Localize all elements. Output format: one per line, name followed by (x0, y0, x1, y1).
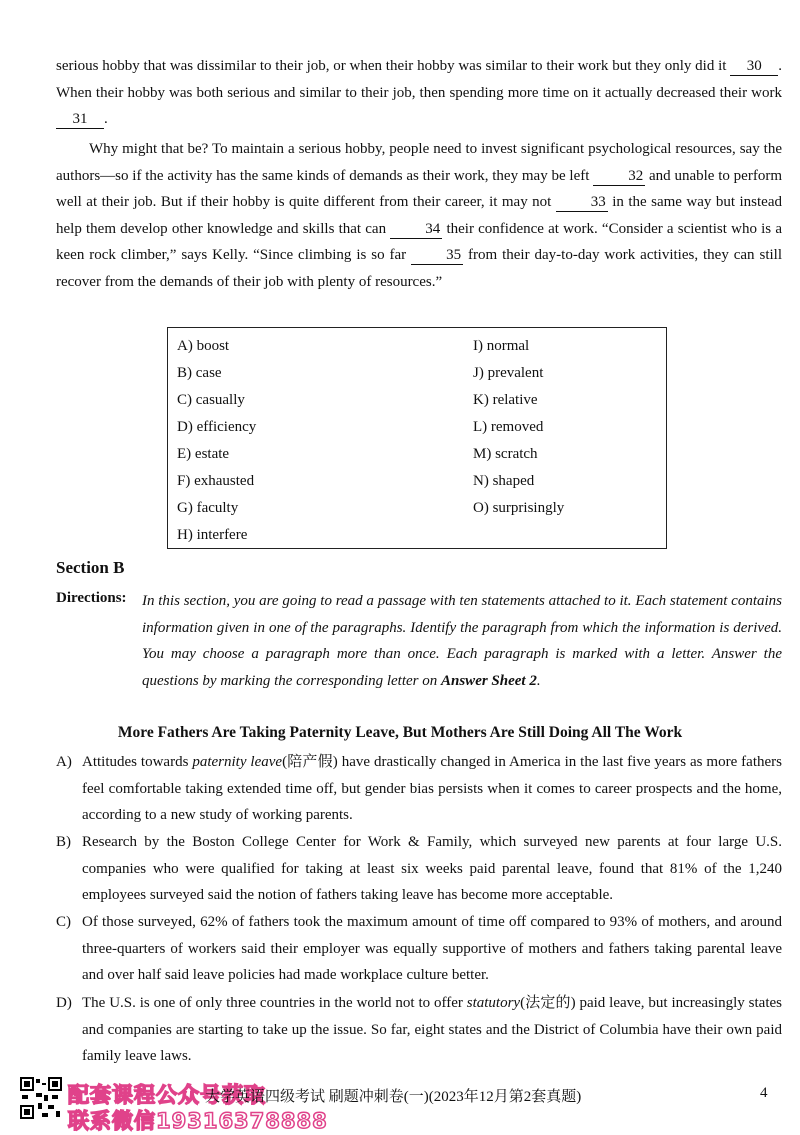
paragraph-text: Research by the Boston College Center for Work & Family, which surveyed new parents at four large U.S. companies who were qualified for taking at least six weeks paid parental leave, found that 81% of the 1,240 employees surveyed said the notion of fathers taking leave has become more acceptable. (82, 834, 782, 903)
blank-33: 33 (556, 193, 608, 212)
word-option: N) shaped (473, 473, 535, 489)
paragraph-d (56, 990, 782, 1070)
blank-34: 34 (390, 220, 442, 239)
paragraph-text: The U.S. is one of only three countries in the world not to offer (82, 995, 467, 1011)
word-option: E) estate (177, 446, 230, 462)
paragraph-term: paternity leave (192, 754, 283, 770)
word-bank-box (167, 327, 667, 549)
passage-text: their confidence at work. “Consider a scientist who is a keen rock climber,” says Kelly. “Since climbing is so far (56, 220, 782, 263)
section-heading: Section B (56, 558, 125, 577)
directions-label: Directions: (56, 590, 127, 606)
word-option: C) casually (177, 392, 245, 408)
paragraph-label: A) (56, 754, 72, 770)
directions-text (142, 588, 782, 694)
word-option: G) faculty (177, 500, 239, 516)
footer-title: 大学英语四级考试 刷题冲刺卷(一)(2023年12月第2套真题) (205, 1089, 582, 1105)
answer-sheet-ref: Answer Sheet 2 (441, 672, 537, 689)
word-option: D) efficiency (177, 419, 257, 435)
blank-35: 35 (411, 246, 463, 265)
passage-title: More Fathers Are Taking Paternity Leave, But Mothers Are Still Doing All The Work (117, 724, 683, 741)
word-option: O) surprisingly (473, 500, 565, 516)
paragraph-b (56, 829, 782, 909)
passage-paragraph-1 (56, 53, 782, 133)
word-option: K) relative (473, 392, 538, 408)
paragraph-label: C) (56, 914, 71, 930)
directions-body: In this section, you are going to read a passage with ten statements attached to it. Each statement contains information given in one of the paragraphs. Identify the paragraph from which the information is derived. You may choose a paragraph more than once. Each paragraph is marked with a letter. Answer the questions by marking the corresponding letter on (142, 593, 782, 689)
word-bank-right-column (473, 335, 564, 524)
passage-text: in the same way but instead help them develop other knowledge and skills that can (56, 194, 782, 237)
blank-32: 32 (593, 167, 645, 186)
word-option: B) case (177, 365, 222, 381)
word-option: H) interfere (177, 527, 248, 543)
qr-code-icon (20, 1077, 62, 1119)
directions-end: . (536, 672, 541, 689)
word-option: J) prevalent (473, 365, 544, 381)
word-option: F) exhausted (177, 473, 255, 489)
page-number: 4 (760, 1085, 768, 1101)
paragraph-a (56, 749, 782, 829)
passage-text: . (104, 111, 108, 127)
paragraph-text: Attitudes towards (82, 754, 193, 770)
paragraph-c (56, 909, 782, 989)
paragraph-term: statutory (466, 995, 521, 1011)
paragraph-label: B) (56, 834, 71, 850)
page-footer (0, 1073, 800, 1133)
paragraph-text: (陪产假) have drastically changed in America in the last five years as more fathers feel comfortable taking extended time off, but gender bias persists when it comes to career prospects and the home, according to a new study of working parents. (82, 754, 782, 823)
paragraph-label: D) (56, 995, 72, 1011)
passage-text: . When their hobby was both serious and similar to their job, then spending more time on it actually decreased their work (56, 58, 782, 101)
watermark-line-2: 联系微信19316378888 (68, 1109, 328, 1133)
passage-text: Why might that be? To maintain a serious hobby, people need to invest significant psychological resources, say the authors—so if the activity has the same kinds of demands as their work, they may be left (56, 141, 782, 184)
paragraph-text: (法定的) paid leave, but increasingly states and companies are starting to take up the issue. So far, eight states and the District of Columbia have their own paid family leave laws. (82, 995, 782, 1064)
word-bank-left-column (177, 335, 256, 551)
word-option: M) scratch (473, 446, 538, 462)
passage-text: serious hobby that was dissimilar to their job, or when their hobby was similar to their work but they only did it (56, 58, 731, 74)
passage-text: and unable to perform well at their job. But if their hobby is quite different from their career, it may not (56, 167, 782, 210)
word-option: A) boost (177, 338, 230, 354)
word-option: I) normal (473, 338, 530, 354)
word-option: L) removed (473, 419, 544, 435)
blank-30: 30 (730, 57, 778, 76)
watermark-line-1: 配套课程公众号获取 (68, 1083, 266, 1107)
paragraph-text: Of those surveyed, 62% of fathers took the maximum amount of time off compared to 93% of mothers, and around three-quarters of workers said their employer was equally supportive of mothers and fathers taking parental leave and over half said leave policies had made workplace culture better. (82, 914, 782, 983)
passage-text: from their day-to-day work activities, they can still recover from the demands of their job with plenty of resources.” (56, 247, 782, 290)
passage-paragraph-2 (56, 136, 782, 295)
blank-31: 31 (56, 110, 104, 129)
